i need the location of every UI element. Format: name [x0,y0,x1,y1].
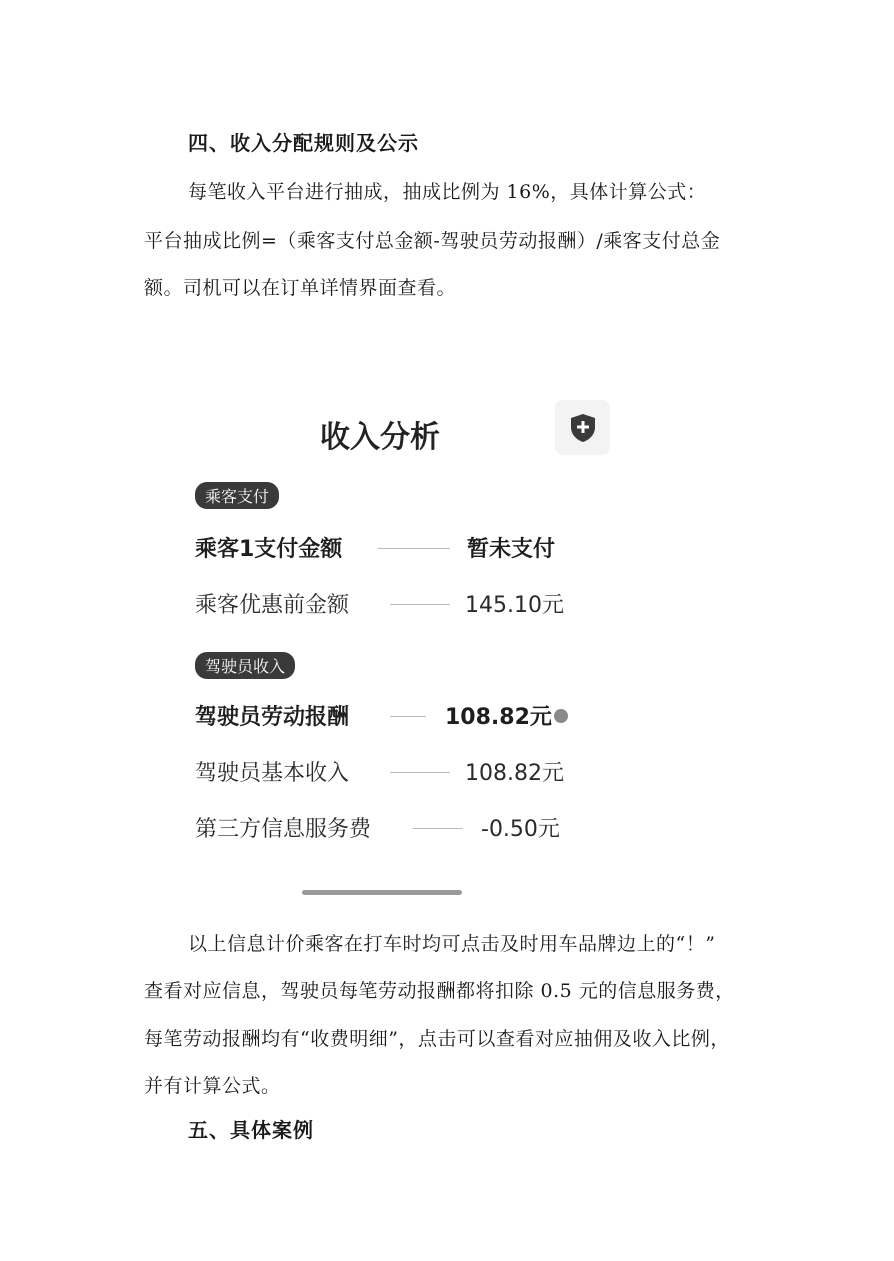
driver-income-tag: 驾驶员收入 [195,652,295,679]
row-divider [413,828,463,829]
row-value: 暂未支付 [467,537,556,562]
paragraph-line: 平台抽成比例=（乘客支付总金额-驾驶员劳动报酬）/乘客支付总金 [144,230,721,252]
paragraph-line: 每笔收入平台进行抽成，抽成比例为 16%，具体计算公式： [188,181,707,203]
row-divider [390,604,450,605]
section-4-heading: 四、收入分配规则及公示 [188,131,419,155]
row-value: 145.10元 [465,593,564,618]
section-5-heading: 五、具体案例 [188,1118,314,1142]
info-icon[interactable] [554,709,568,723]
paragraph-line: 并有计算公式。 [144,1075,281,1097]
row-value: -0.50元 [481,817,560,842]
row-label: 第三方信息服务费 [195,817,372,842]
passenger-payment-tag: 乘客支付 [195,482,279,509]
row-label: 乘客优惠前金额 [195,593,350,618]
third-party-fee-row [195,812,615,846]
shield-plus-icon [569,413,597,443]
paragraph-line: 查看对应信息，驾驶员每笔劳动报酬都将扣除 0.5 元的信息服务费， [144,980,735,1002]
row-label: 驾驶员基本收入 [195,761,350,786]
row-divider [378,548,450,549]
row-label: 乘客1支付金额 [195,537,343,562]
driver-remuneration-row [195,700,615,734]
row-value-wrap [445,700,568,731]
scroll-indicator [302,890,462,895]
paragraph-line: 额。司机可以在订单详情界面查看。 [144,277,457,299]
paragraph-line: 以上信息计价乘客在打车时均可点击及时用车品牌边上的“！” [188,933,716,955]
income-analysis-title: 收入分析 [320,420,440,455]
passenger-payment-row [195,532,615,566]
shield-button[interactable] [555,400,610,455]
row-divider [390,772,450,773]
row-value: 108.82元 [445,705,552,730]
row-value: 108.82元 [465,761,564,786]
row-divider [390,716,426,717]
paragraph-line: 每笔劳动报酬均有“收费明细”，点击可以查看对应抽佣及收入比例， [144,1028,730,1050]
income-analysis-screenshot [150,370,630,910]
passenger-pre-discount-row [195,588,615,622]
driver-base-income-row [195,756,615,790]
row-label: 驾驶员劳动报酬 [195,705,350,730]
